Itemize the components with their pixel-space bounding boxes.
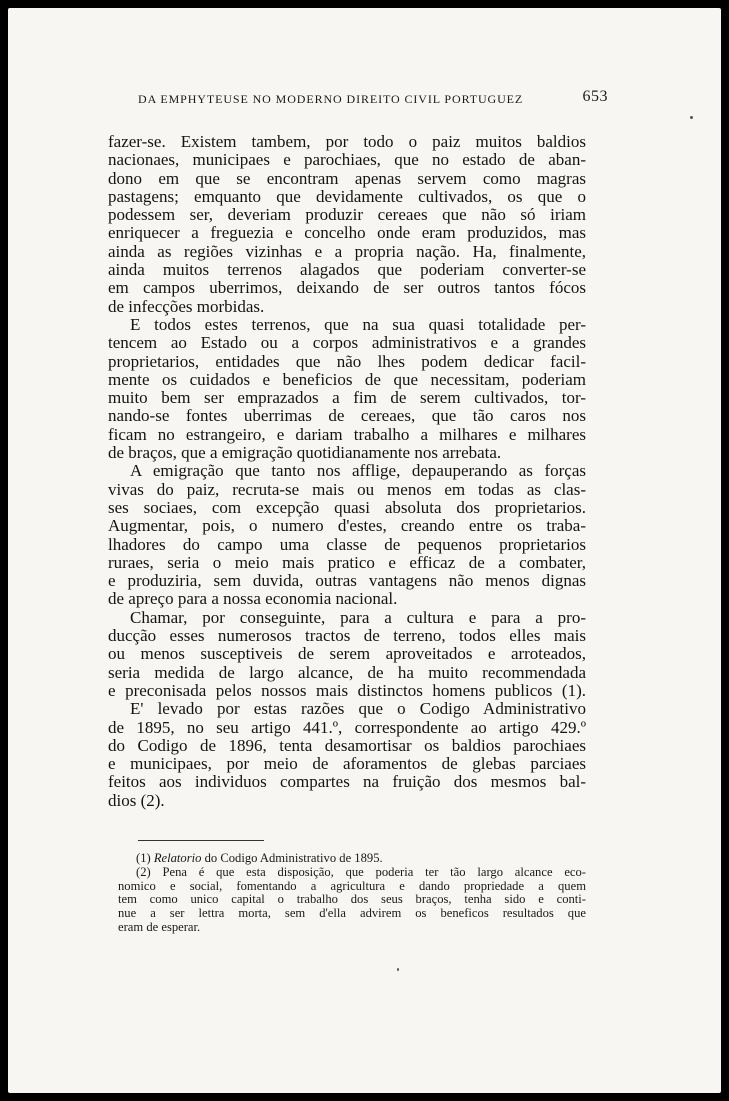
page-number: 653 bbox=[582, 88, 608, 105]
text-line: vivas do paiz, recruta-se mais ou menos em todas as clas- bbox=[108, 479, 586, 499]
running-title: DA EMPHYTEUSE NO MODERNO DIREITO CIVIL PORTUGUEZ bbox=[138, 92, 524, 106]
text-line: enriquecer a freguezia e concelho onde eram produzidos, mas bbox=[108, 223, 586, 243]
text-line: nando-se fontes uberrimas de cereaes, que tão caros nos bbox=[108, 406, 586, 426]
text-line: fazer-se. Existem tambem, por todo o paiz muitos baldios bbox=[108, 132, 586, 151]
footnote-2-line: (2) Pena é que esta disposição, que poderia ter tão largo alcance eco- bbox=[136, 864, 586, 879]
text-line: tencem ao Estado ou a corpos administrativos e a grandes bbox=[108, 333, 586, 353]
text-line: seria medida de largo alcance, de ha muito recommendada bbox=[108, 662, 586, 682]
text-line: E' levado por estas razões que o Codigo Administrativo bbox=[130, 699, 586, 719]
text-line: lhadores do campo uma classe de pequenos proprietarios bbox=[108, 534, 586, 554]
text-line: ainda as regiões vizinhas e a propria nação. Ha, finalmente, bbox=[108, 241, 586, 261]
text-line: e produziria, sem duvida, outras vantagens não menos dignas bbox=[108, 571, 586, 591]
text-line: ruraes, seria o meio mais pratico e efficaz de a combater, bbox=[108, 552, 586, 572]
text-line: dono em que se encontram apenas servem como magras bbox=[108, 168, 586, 188]
footnote-2-line: nue a ser lettra morta, sem d'ella advirem os beneficos resultados que bbox=[118, 906, 586, 921]
text-line: dios (2). bbox=[108, 790, 165, 810]
text-line: ainda muitos terrenos alagados que poderiam converter-se bbox=[108, 260, 586, 280]
text-line: Chamar, por conseguinte, para a cultura e para a pro- bbox=[130, 607, 586, 627]
text-line: A emigração que tanto nos afflige, depauperando as forças bbox=[130, 461, 586, 481]
text-line: proprietarios, entidades que não lhes podem dedicar facil- bbox=[108, 351, 586, 371]
text-line: de infecções morbidas. bbox=[108, 296, 265, 316]
text-line: e preconisada pelos nossos mais distinctos homens publicos (1). bbox=[108, 680, 586, 700]
text-line: ducção esses numerosos tractos de terreno, todos elles mais bbox=[108, 626, 586, 646]
body-text bbox=[108, 133, 586, 810]
text-line: de 1895, no seu artigo 441.º, correspondente ao artigo 429.º bbox=[108, 717, 586, 737]
text-line: E todos estes terrenos, que na sua quasi totalidade per- bbox=[130, 314, 586, 334]
text-line: de apreço para a nossa economia nacional. bbox=[108, 589, 398, 609]
paper-speck bbox=[690, 116, 693, 119]
paper-speck bbox=[397, 968, 399, 971]
text-line: ou menos susceptiveis de serem aproveitados e arroteados, bbox=[108, 644, 586, 664]
footnote-1 bbox=[118, 852, 586, 866]
footnote-divider bbox=[138, 840, 264, 841]
text-line: de braços, que a emigração quotidianamente nos arrebata. bbox=[108, 443, 502, 463]
text-line: Augmentar, pois, o numero d'estes, creando entre os traba- bbox=[108, 516, 586, 536]
text-line: podessem ser, deveriam produzir cereaes que não só iriam bbox=[108, 205, 586, 225]
text-line: em campos uberrimos, deixando de ser outros tantos fócos bbox=[108, 278, 586, 298]
footnote-2-line: nomico e social, fomentando a agricultura e dando propriedade a quem bbox=[118, 878, 586, 893]
text-line: do Codigo de 1896, tenta desamortisar os baldios parochiaes bbox=[108, 735, 586, 755]
footnote-1-marker: (1) bbox=[136, 851, 151, 865]
text-line: pastagens; emquanto que devidamente cultivados, os que o bbox=[108, 186, 586, 206]
text-line: mente os cuidados e beneficios de que necessitam, poderiam bbox=[108, 369, 586, 389]
text-line: ses sociaes, com excepção quasi absoluta dos proprietarios. bbox=[108, 497, 586, 517]
text-line: ficam no estrangeiro, e dariam trabalho a milhares e milhares bbox=[108, 424, 586, 444]
footnote-2-line: eram de esperar. bbox=[118, 919, 201, 934]
text-line: feitos aos individuos compartes na fruição dos mesmos bal- bbox=[108, 772, 586, 792]
text-line: e municipaes, por meio de aforamentos de glebas parciaes bbox=[108, 754, 586, 774]
text-line: muito bem ser emprazados a fim de serem cultivados, tor- bbox=[108, 388, 586, 408]
footnote-1-text: do Codigo Administrativo de 1895. bbox=[204, 851, 383, 865]
running-header bbox=[138, 88, 608, 107]
footnote-1-title: Relatorio bbox=[153, 851, 202, 865]
text-line: nacionaes, municipaes e parochiaes, que no estado de aban- bbox=[108, 150, 586, 170]
footnotes bbox=[118, 852, 586, 935]
footnote-2-line: tem como unico capital o trabalho dos seus braços, tenha sido e conti- bbox=[118, 892, 586, 907]
